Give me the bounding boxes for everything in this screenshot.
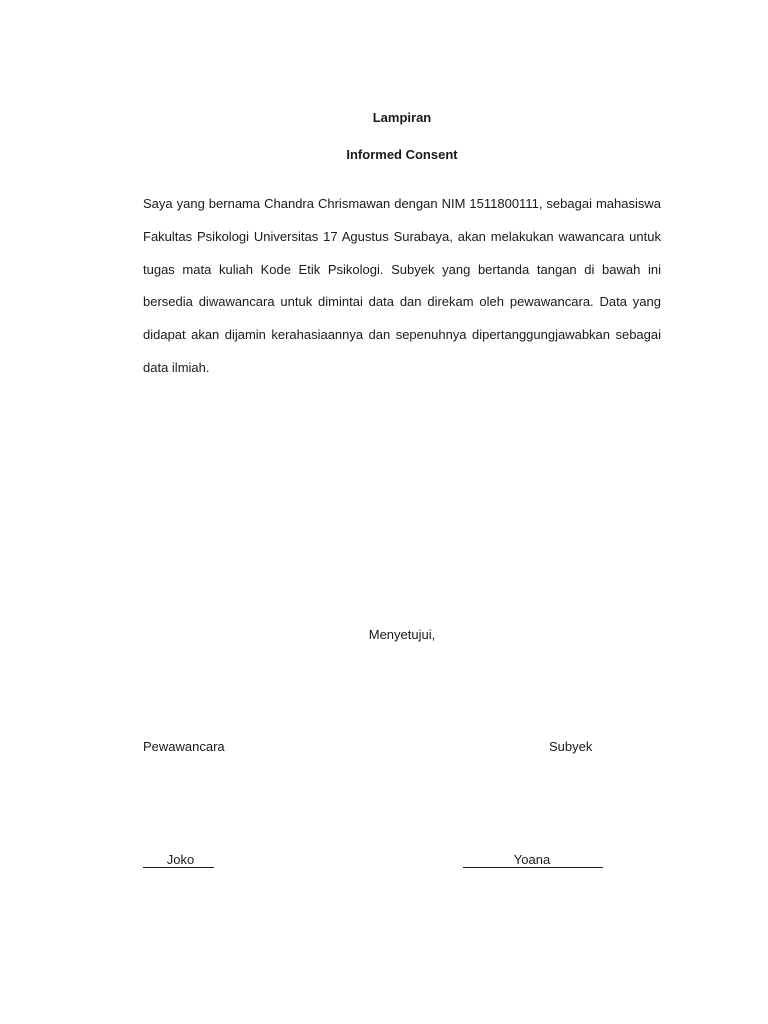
agreement-text: Menyetujui, — [368, 627, 436, 642]
interviewer-label: Pewawancara — [143, 739, 225, 754]
subject-signature-line — [463, 852, 603, 868]
document-subtitle: Informed Consent — [346, 147, 458, 162]
interviewer-signature-line — [143, 852, 214, 868]
interviewer-name: Joko — [166, 852, 195, 867]
consent-paragraph: Saya yang bernama Chandra Chrismawan dengan NIM 1511800111, sebagai mahasiswa Fakultas Psikologi Universitas 17 Agustus Surabaya, akan melakukan wawancara untuk tugas mata kuliah Kode Etik Psikologi. Subyek yang bertanda tangan di bawah ini bersedia diwawancara untuk dimintai data dan direkam oleh pewawancara. Data yang didapat akan dijamin kerahasiaannya dan sepenuhnya dipertanggungjawabkan sebagai data ilmiah. — [143, 196, 661, 375]
document-title: Lampiran — [372, 110, 432, 125]
subject-name: Yoana — [513, 852, 551, 867]
subject-label: Subyek — [549, 739, 593, 754]
